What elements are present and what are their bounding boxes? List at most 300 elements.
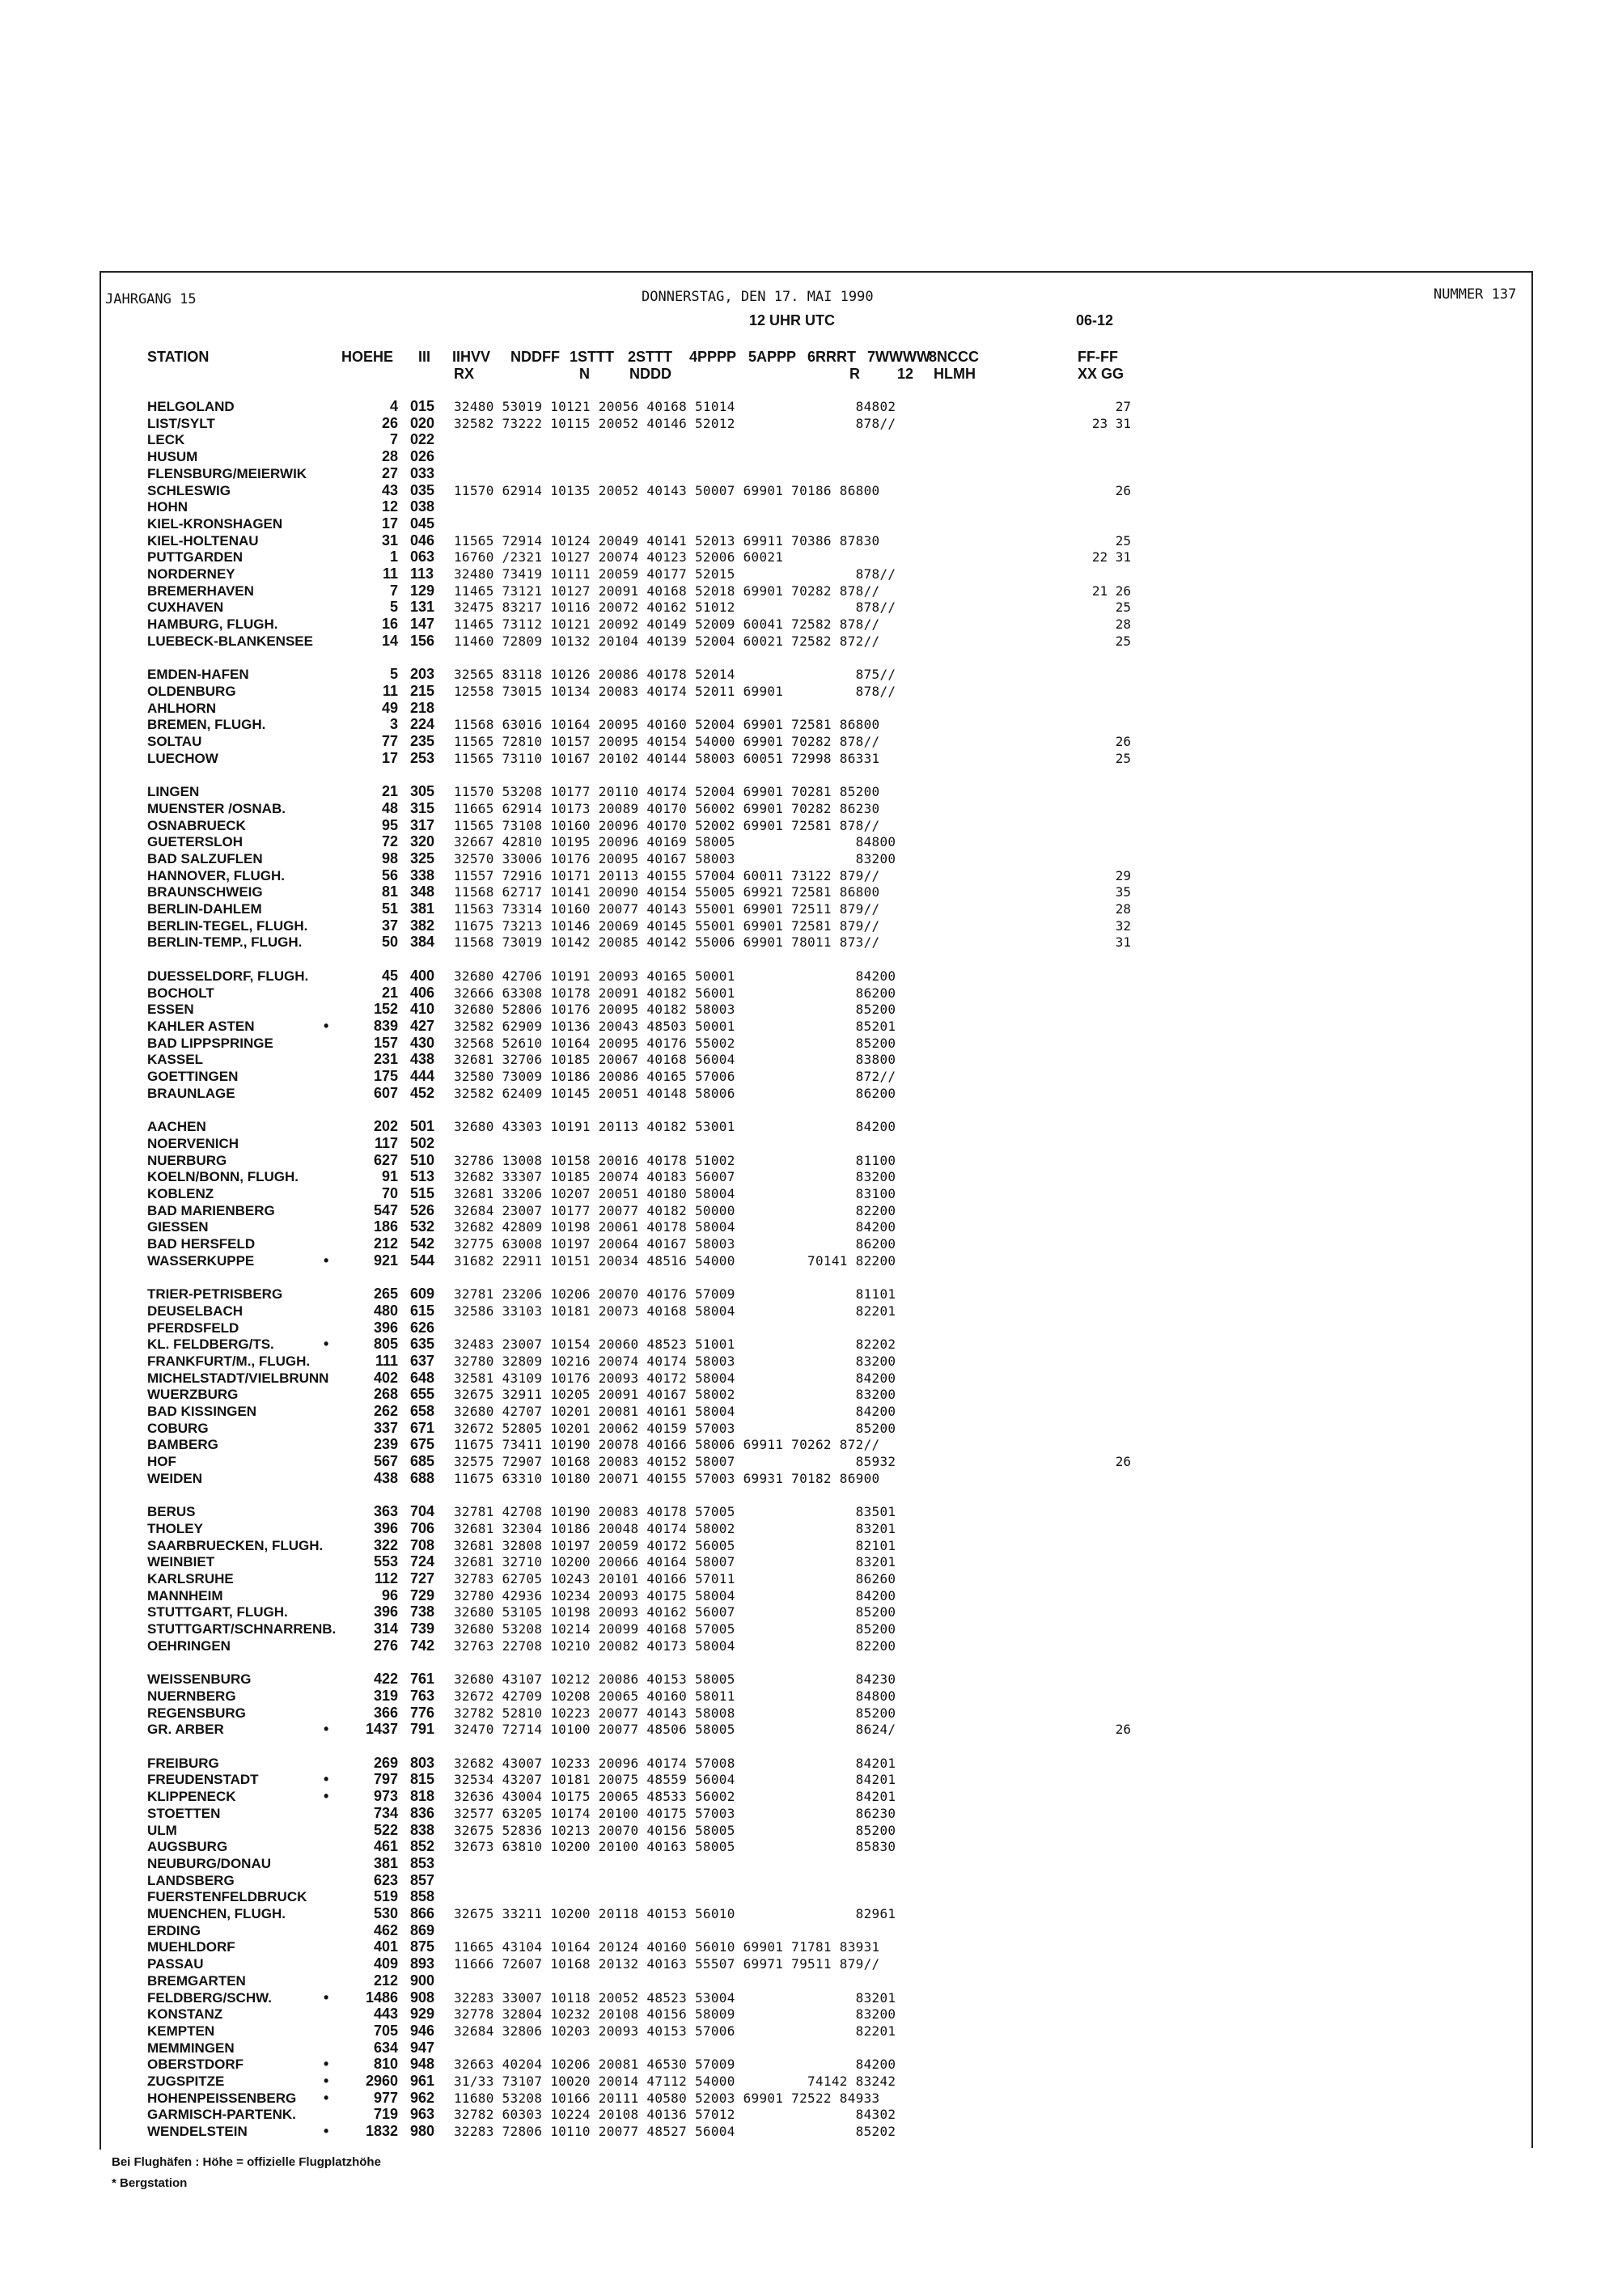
station-index: 033 <box>410 464 435 481</box>
station-height: 175 <box>373 1068 398 1084</box>
station-index: 035 <box>410 481 435 498</box>
station-height: 634 <box>373 2039 398 2056</box>
station-height: 396 <box>373 1603 398 1620</box>
wind-gust-extra: 26 <box>1115 1722 1131 1738</box>
station-index: 875 <box>410 1938 435 1955</box>
station-height: 45 <box>381 967 398 984</box>
table-row <box>0 700 1618 717</box>
station-name: GARMISCH-PARTENK. <box>147 2107 296 2123</box>
mountain-station-marker: • <box>324 1788 329 1805</box>
synop-groups: 11557 72916 10171 20113 40155 57004 60011 73122 879// <box>454 867 880 883</box>
station-height: 51 <box>381 900 398 917</box>
synop-groups: 32672 42709 10208 20065 40160 58011 84800 <box>454 1688 896 1704</box>
station-name: NORDERNEY <box>147 566 235 582</box>
table-row <box>0 2073 1618 2090</box>
station-index: 803 <box>410 1754 435 1771</box>
synop-groups: 32582 62409 10145 20051 40148 58006 86200 <box>454 1085 896 1101</box>
station-name: BERLIN-TEMP., FLUGH. <box>147 934 303 951</box>
station-index: 046 <box>410 532 435 549</box>
station-name: NUERNBERG <box>147 1688 236 1704</box>
table-row <box>0 1336 1618 1353</box>
table-row <box>0 2040 1618 2057</box>
station-index: 704 <box>410 1503 435 1520</box>
station-name: THOLEY <box>147 1520 203 1536</box>
col-r: R <box>849 366 860 382</box>
synop-groups: 32684 23007 10177 20077 40182 50000 82200 <box>454 1202 896 1218</box>
wind-gust-extra: 28 <box>1115 901 1131 917</box>
station-height: 314 <box>373 1620 398 1637</box>
synop-groups: 32577 63205 10174 20100 40175 57003 86230 <box>454 1805 896 1821</box>
station-height: 522 <box>373 1821 398 1838</box>
table-row <box>0 833 1618 850</box>
station-index: 739 <box>410 1620 435 1637</box>
station-height: 268 <box>373 1386 398 1403</box>
station-height: 111 <box>375 1352 398 1369</box>
station-index: 430 <box>410 1034 435 1051</box>
station-index: 615 <box>410 1302 435 1319</box>
station-name: HUSUM <box>147 449 198 465</box>
report-time: 12 UHR UTC <box>749 312 836 328</box>
synop-groups: 32672 52805 10201 20062 40159 57003 85200 <box>454 1420 896 1436</box>
station-name: BREMGARTEN <box>147 1972 246 1989</box>
station-height: 70 <box>381 1184 398 1201</box>
station-name: LECK <box>147 432 185 448</box>
synop-groups: 32480 73419 10111 20059 40177 52015 878// <box>454 566 896 582</box>
synop-groups: 32775 63008 10197 20064 40167 58003 86200 <box>454 1236 896 1252</box>
station-index: 203 <box>410 666 435 683</box>
footnote-mountain-station: * Bergstation <box>112 2176 188 2190</box>
table-row <box>0 1755 1618 1772</box>
station-index: 513 <box>410 1168 435 1185</box>
table-row <box>0 1403 1618 1420</box>
synop-groups: 11570 53208 10177 20110 40174 52004 69901 70281 85200 <box>454 784 880 800</box>
station-height: 231 <box>373 1051 398 1068</box>
col-1sttt: 1STTT <box>570 349 615 365</box>
station-name: BERLIN-TEGEL, FLUGH. <box>147 917 308 934</box>
station-index: 776 <box>410 1704 435 1721</box>
mountain-station-marker: • <box>324 1721 329 1738</box>
station-index: 235 <box>410 733 435 749</box>
station-name: FREIBURG <box>147 1755 219 1771</box>
table-row <box>0 1805 1618 1822</box>
station-index: 063 <box>410 549 435 566</box>
station-name: GIESSEN <box>147 1219 209 1235</box>
col-station: STATION <box>147 349 210 365</box>
station-index: 761 <box>410 1671 435 1688</box>
station-index: 866 <box>410 1905 435 1921</box>
station-index: 038 <box>410 498 435 515</box>
wind-gust-extra: 26 <box>1115 734 1131 749</box>
table-row <box>0 633 1618 650</box>
synop-groups: 32663 40204 10206 20081 46530 57009 84200 <box>454 2057 896 2073</box>
table-row <box>0 985 1618 1002</box>
table-row <box>0 1118 1618 1135</box>
table-row <box>0 1386 1618 1403</box>
station-name: KLIPPENECK <box>147 1789 236 1805</box>
station-height: 322 <box>373 1536 398 1553</box>
station-index: 382 <box>410 917 435 934</box>
time-range: 06-12 <box>1076 312 1114 328</box>
table-row <box>0 1822 1618 1839</box>
mountain-station-marker: • <box>324 2089 329 2106</box>
station-name: HOHN <box>147 499 188 515</box>
station-name: BAD SALZUFLEN <box>147 850 263 866</box>
station-index: 675 <box>410 1436 435 1453</box>
station-index: 818 <box>410 1788 435 1805</box>
station-name: KIEL-HOLTENAU <box>147 532 259 549</box>
table-row <box>0 1353 1618 1370</box>
station-index: 858 <box>410 1888 435 1905</box>
station-name: TRIER-PETRISBERG <box>147 1286 283 1303</box>
station-index: 113 <box>410 566 434 582</box>
station-height: 461 <box>373 1838 398 1855</box>
station-height: 21 <box>381 984 398 1001</box>
station-name: NUERBURG <box>147 1152 227 1168</box>
synop-groups: 32582 62909 10136 20043 48503 50001 85201 <box>454 1018 896 1034</box>
wind-gust-extra: 25 <box>1115 633 1131 649</box>
station-height: 5 <box>389 666 398 683</box>
station-height: 17 <box>381 749 398 766</box>
station-height: 921 <box>373 1252 398 1269</box>
station-name: MUENCHEN, FLUGH. <box>147 1906 286 1921</box>
station-height: 396 <box>373 1519 398 1536</box>
station-height: 27 <box>381 464 398 481</box>
synop-groups: 32786 13008 10158 20016 40178 51002 81100 <box>454 1152 896 1168</box>
station-index: 015 <box>410 398 435 414</box>
station-name: CUXHAVEN <box>147 599 224 616</box>
station-height: 607 <box>373 1084 398 1101</box>
table-row <box>0 1320 1618 1337</box>
table-row <box>0 1503 1618 1520</box>
wind-gust-extra: 32 <box>1115 917 1131 934</box>
station-name: BAD HERSFELD <box>147 1236 256 1252</box>
synop-groups: 32680 52806 10176 20095 40182 58003 85200 <box>454 1002 896 1018</box>
synop-groups: 32680 43303 10191 20113 40182 53001 84200 <box>454 1119 896 1135</box>
station-name: OLDENBURG <box>147 683 236 699</box>
table-row <box>0 1436 1618 1453</box>
synop-groups: 32782 52810 10223 20077 40143 58008 85200 <box>454 1705 896 1721</box>
station-index: 315 <box>410 799 435 816</box>
synop-groups: 32680 43107 10212 20086 40153 58005 84230 <box>454 1671 896 1688</box>
station-index: 857 <box>410 1871 435 1888</box>
table-row <box>0 532 1618 549</box>
station-index: 305 <box>410 783 435 800</box>
station-name: LANDSBERG <box>147 1872 235 1888</box>
synop-groups: 31682 22911 10151 20034 48516 54000 70141 82200 <box>454 1252 896 1269</box>
station-index: 948 <box>410 2056 435 2073</box>
station-name: WEINBIET <box>147 1554 215 1570</box>
station-height: 11 <box>382 566 398 582</box>
station-index: 869 <box>410 1921 435 1938</box>
station-index: 838 <box>410 1821 435 1838</box>
station-height: 623 <box>373 1871 398 1888</box>
station-height: 337 <box>373 1419 398 1436</box>
table-row <box>0 1537 1618 1554</box>
station-index: 215 <box>410 682 435 699</box>
synop-groups: 11675 73213 10146 20069 40145 55001 69901 72581 879// <box>454 917 880 934</box>
station-index: 542 <box>410 1235 435 1252</box>
station-index: 406 <box>410 984 435 1001</box>
table-row <box>0 1152 1618 1169</box>
table-row <box>0 1520 1618 1537</box>
station-index: 131 <box>410 599 435 616</box>
synop-groups: 16760 /2321 10127 20074 40123 52006 60021 <box>454 549 784 566</box>
table-row <box>0 850 1618 867</box>
synop-groups: 32680 53208 10214 20099 40168 57005 85200 <box>454 1621 896 1637</box>
station-height: 202 <box>373 1118 398 1135</box>
station-name: BERUS <box>147 1504 196 1520</box>
station-height: 265 <box>373 1286 398 1303</box>
station-index: 400 <box>410 967 435 984</box>
station-height: 72 <box>381 833 398 850</box>
footnote-airports: Bei Flughäfen : Höhe = offizielle Flugplatzhöhe <box>112 2155 381 2169</box>
col-4pppp: 4PPPP <box>689 349 737 365</box>
table-row <box>0 1085 1618 1102</box>
synop-groups: 11465 73121 10127 20091 40168 52018 69901 70282 878// <box>454 582 880 599</box>
station-index: 320 <box>410 833 435 850</box>
table-row <box>0 1553 1618 1570</box>
station-name: ULM <box>147 1822 177 1838</box>
col-2sttt: 2STTT <box>628 349 673 365</box>
station-height: 112 <box>374 1570 398 1586</box>
synop-groups: 32480 53019 10121 20056 40168 51014 84802 <box>454 399 896 414</box>
station-name: WUERZBURG <box>147 1387 239 1403</box>
synop-groups: 32534 43207 10181 20075 48559 56004 84201 <box>454 1772 896 1788</box>
station-height: 49 <box>381 699 398 716</box>
col-iii: III <box>418 349 431 365</box>
table-row <box>0 2106 1618 2123</box>
synop-groups: 11563 73314 10160 20077 40143 55001 69901 72511 879// <box>454 901 880 917</box>
table-row <box>0 968 1618 985</box>
wind-gust-extra: 26 <box>1115 482 1131 498</box>
table-row <box>0 1705 1618 1722</box>
station-index: 655 <box>410 1386 435 1403</box>
station-index: 410 <box>410 1001 435 1018</box>
station-index: 727 <box>410 1570 435 1586</box>
table-row <box>0 867 1618 884</box>
station-height: 7 <box>389 582 398 599</box>
table-row <box>0 1202 1618 1219</box>
station-index: 852 <box>410 1838 435 1855</box>
mountain-station-marker: • <box>324 2123 329 2140</box>
station-index: 961 <box>410 2073 435 2089</box>
synop-groups: 32636 43004 10175 20065 48533 56002 84201 <box>454 1789 896 1805</box>
station-height: 438 <box>373 1469 398 1486</box>
station-height: 1 <box>389 549 398 566</box>
station-index: 384 <box>410 934 435 951</box>
station-index: 218 <box>410 699 435 716</box>
station-height: 28 <box>381 448 398 465</box>
col-hlmh: HLMH <box>934 366 976 382</box>
table-row <box>0 1303 1618 1320</box>
station-height: 117 <box>374 1134 398 1151</box>
table-row <box>0 549 1618 566</box>
synop-groups: 32681 32304 10186 20048 40174 58002 83201 <box>454 1520 896 1536</box>
table-row <box>0 1135 1618 1152</box>
synop-groups: 32680 42707 10201 20081 40161 58004 84200 <box>454 1404 896 1419</box>
synop-groups: 32778 32804 10232 20108 40156 58009 83200 <box>454 2006 896 2023</box>
station-index: 224 <box>410 716 435 733</box>
table-row <box>0 1989 1618 2006</box>
table-row <box>0 599 1618 616</box>
station-name: BREMEN, FLUGH. <box>147 717 266 733</box>
station-index: 815 <box>410 1771 435 1788</box>
station-name: HAMBURG, FLUGH. <box>147 616 278 633</box>
table-row <box>0 733 1618 750</box>
station-name: STUTTGART, FLUGH. <box>147 1604 288 1620</box>
station-height: 443 <box>373 2006 398 2023</box>
station-index: 532 <box>410 1218 435 1235</box>
station-name: DEUSELBACH <box>147 1303 244 1319</box>
station-height: 401 <box>373 1938 398 1955</box>
table-row <box>0 1771 1618 1788</box>
station-name: BREMERHAVEN <box>147 582 254 599</box>
station-name: STUTTGART/SCHNARRENB. <box>147 1621 337 1637</box>
station-name: NOERVENICH <box>147 1135 239 1151</box>
station-name: OEHRINGEN <box>147 1637 231 1654</box>
synop-groups: 32781 42708 10190 20083 40178 57005 83501 <box>454 1504 896 1520</box>
station-name: KEMPTEN <box>147 2023 215 2039</box>
table-row <box>0 1620 1618 1637</box>
col-nddd: NDDD <box>629 366 671 382</box>
station-index: 853 <box>410 1854 435 1871</box>
station-height: 977 <box>373 2089 398 2106</box>
station-index: 893 <box>410 1955 435 1972</box>
synop-groups: 32673 63810 10200 20100 40163 58005 85830 <box>454 1839 896 1855</box>
mountain-station-marker: • <box>324 2056 329 2073</box>
table-row <box>0 1972 1618 1989</box>
station-height: 363 <box>373 1503 398 1520</box>
station-name: OBERSTDORF <box>147 2057 244 2073</box>
station-height: 77 <box>381 733 398 749</box>
table-row <box>0 2056 1618 2073</box>
wind-gust-extra: 25 <box>1115 599 1131 616</box>
station-index: 510 <box>410 1151 435 1168</box>
table-row <box>0 398 1618 415</box>
station-height: 262 <box>373 1403 398 1419</box>
synop-groups: 32780 42936 10234 20093 40175 58004 84200 <box>454 1587 896 1603</box>
synop-groups: 32581 43109 10176 20093 40172 58004 84200 <box>454 1370 896 1386</box>
station-name: MANNHEIM <box>147 1587 223 1603</box>
table-row <box>0 1235 1618 1252</box>
station-height: 1437 <box>365 1721 398 1738</box>
wind-gust-extra: 26 <box>1115 1454 1131 1470</box>
station-height: 186 <box>373 1218 398 1235</box>
synop-groups: 32763 22708 10210 20082 40173 58004 82200 <box>454 1637 896 1654</box>
station-name: BOCHOLT <box>147 985 214 1001</box>
synop-groups: 32475 83217 10116 20072 40162 51012 878// <box>454 599 896 616</box>
synop-groups: 32483 23007 10154 20060 48523 51001 82202 <box>454 1337 896 1353</box>
synop-groups: 11568 73019 10142 20085 40142 55006 69901 78011 873// <box>454 934 880 951</box>
table-row <box>0 415 1618 432</box>
table-row <box>0 498 1618 515</box>
station-index: 947 <box>410 2039 435 2056</box>
table-row <box>0 900 1618 917</box>
station-height: 21 <box>381 783 398 800</box>
synop-groups: 32586 33103 10181 20073 40168 58004 82201 <box>454 1303 896 1319</box>
col-8nccc: 8NCCC <box>929 349 980 365</box>
station-index: 338 <box>410 866 435 883</box>
col-nddff: NDDFF <box>510 349 560 365</box>
table-row <box>0 1218 1618 1235</box>
station-index: 708 <box>410 1536 435 1553</box>
station-height: 462 <box>373 1921 398 1938</box>
station-height: 43 <box>381 481 398 498</box>
issue-number: NUMMER 137 <box>1434 286 1517 303</box>
station-name: HANNOVER, FLUGH. <box>147 867 285 883</box>
synop-groups: 32283 72806 10110 20077 48527 56004 85202 <box>454 2124 896 2140</box>
station-index: 156 <box>410 632 435 649</box>
col-6rrrt: 6RRRT <box>807 349 857 365</box>
station-name: MEMMINGEN <box>147 2040 235 2056</box>
synop-groups: 11460 72809 10132 20104 40139 52004 60021 72582 872// <box>454 633 880 649</box>
table-row <box>0 1888 1618 1905</box>
station-index: 381 <box>410 900 435 917</box>
station-name: KAHLER ASTEN <box>147 1018 255 1034</box>
synop-groups: 32666 63308 10178 20091 40182 56001 86200 <box>454 985 896 1001</box>
col-ff-ff: FF-FF <box>1078 349 1118 365</box>
synop-groups: 32680 42706 10191 20093 40165 50001 84200 <box>454 968 896 984</box>
synop-groups: 32575 72907 10168 20083 40152 58007 85932 <box>454 1454 896 1470</box>
station-index: 929 <box>410 2006 435 2023</box>
station-height: 48 <box>381 799 398 816</box>
wind-gust-extra: 25 <box>1115 750 1131 766</box>
station-name: ESSEN <box>147 1002 194 1018</box>
table-row <box>0 448 1618 465</box>
station-index: 688 <box>410 1469 435 1486</box>
station-index: 020 <box>410 414 435 431</box>
synop-groups: 32675 52836 10213 20070 40156 58005 85200 <box>454 1822 896 1838</box>
table-row <box>0 465 1618 482</box>
station-index: 962 <box>410 2089 435 2106</box>
station-index: 526 <box>410 1201 435 1218</box>
table-row <box>0 1788 1618 1805</box>
station-index: 444 <box>410 1068 435 1084</box>
table-row <box>0 1603 1618 1620</box>
synop-groups: 32675 32911 10205 20091 40167 58002 83200 <box>454 1387 896 1403</box>
station-height: 719 <box>373 2106 398 2123</box>
table-row <box>0 1453 1618 1470</box>
station-height: 480 <box>373 1302 398 1319</box>
station-index: 763 <box>410 1687 435 1704</box>
table-row <box>0 817 1618 834</box>
station-name: MUEHLDORF <box>147 1939 235 1955</box>
station-index: 791 <box>410 1721 435 1738</box>
station-name: EMDEN-HAFEN <box>147 667 249 683</box>
station-index: 438 <box>410 1051 435 1068</box>
synop-groups: 11565 72914 10124 20049 40141 52013 69911 70386 87830 <box>454 532 880 549</box>
station-height: 530 <box>373 1905 398 1921</box>
table-row <box>0 800 1618 817</box>
station-height: 810 <box>373 2056 398 2073</box>
station-height: 152 <box>373 1001 398 1018</box>
table-row <box>0 2023 1618 2040</box>
synop-groups: 32682 42809 10198 20061 40178 58004 84200 <box>454 1219 896 1235</box>
table-row <box>0 683 1618 700</box>
table-row <box>0 716 1618 733</box>
station-height: 402 <box>373 1369 398 1386</box>
station-height: 422 <box>373 1671 398 1688</box>
station-height: 553 <box>373 1553 398 1570</box>
synop-groups: 32682 43007 10233 20096 40174 57008 84201 <box>454 1755 896 1771</box>
station-index: 427 <box>410 1017 435 1034</box>
table-row <box>0 1068 1618 1085</box>
synop-groups: 32675 33211 10200 20118 40153 56010 82961 <box>454 1906 896 1921</box>
synop-groups: 11675 63310 10180 20071 40155 57003 69931 70182 86900 <box>454 1470 880 1486</box>
station-name: FRANKFURT/M., FLUGH. <box>147 1353 311 1369</box>
mountain-station-marker: • <box>324 1989 329 2006</box>
synop-groups: 12558 73015 10134 20083 40174 52011 69901 878// <box>454 683 896 699</box>
